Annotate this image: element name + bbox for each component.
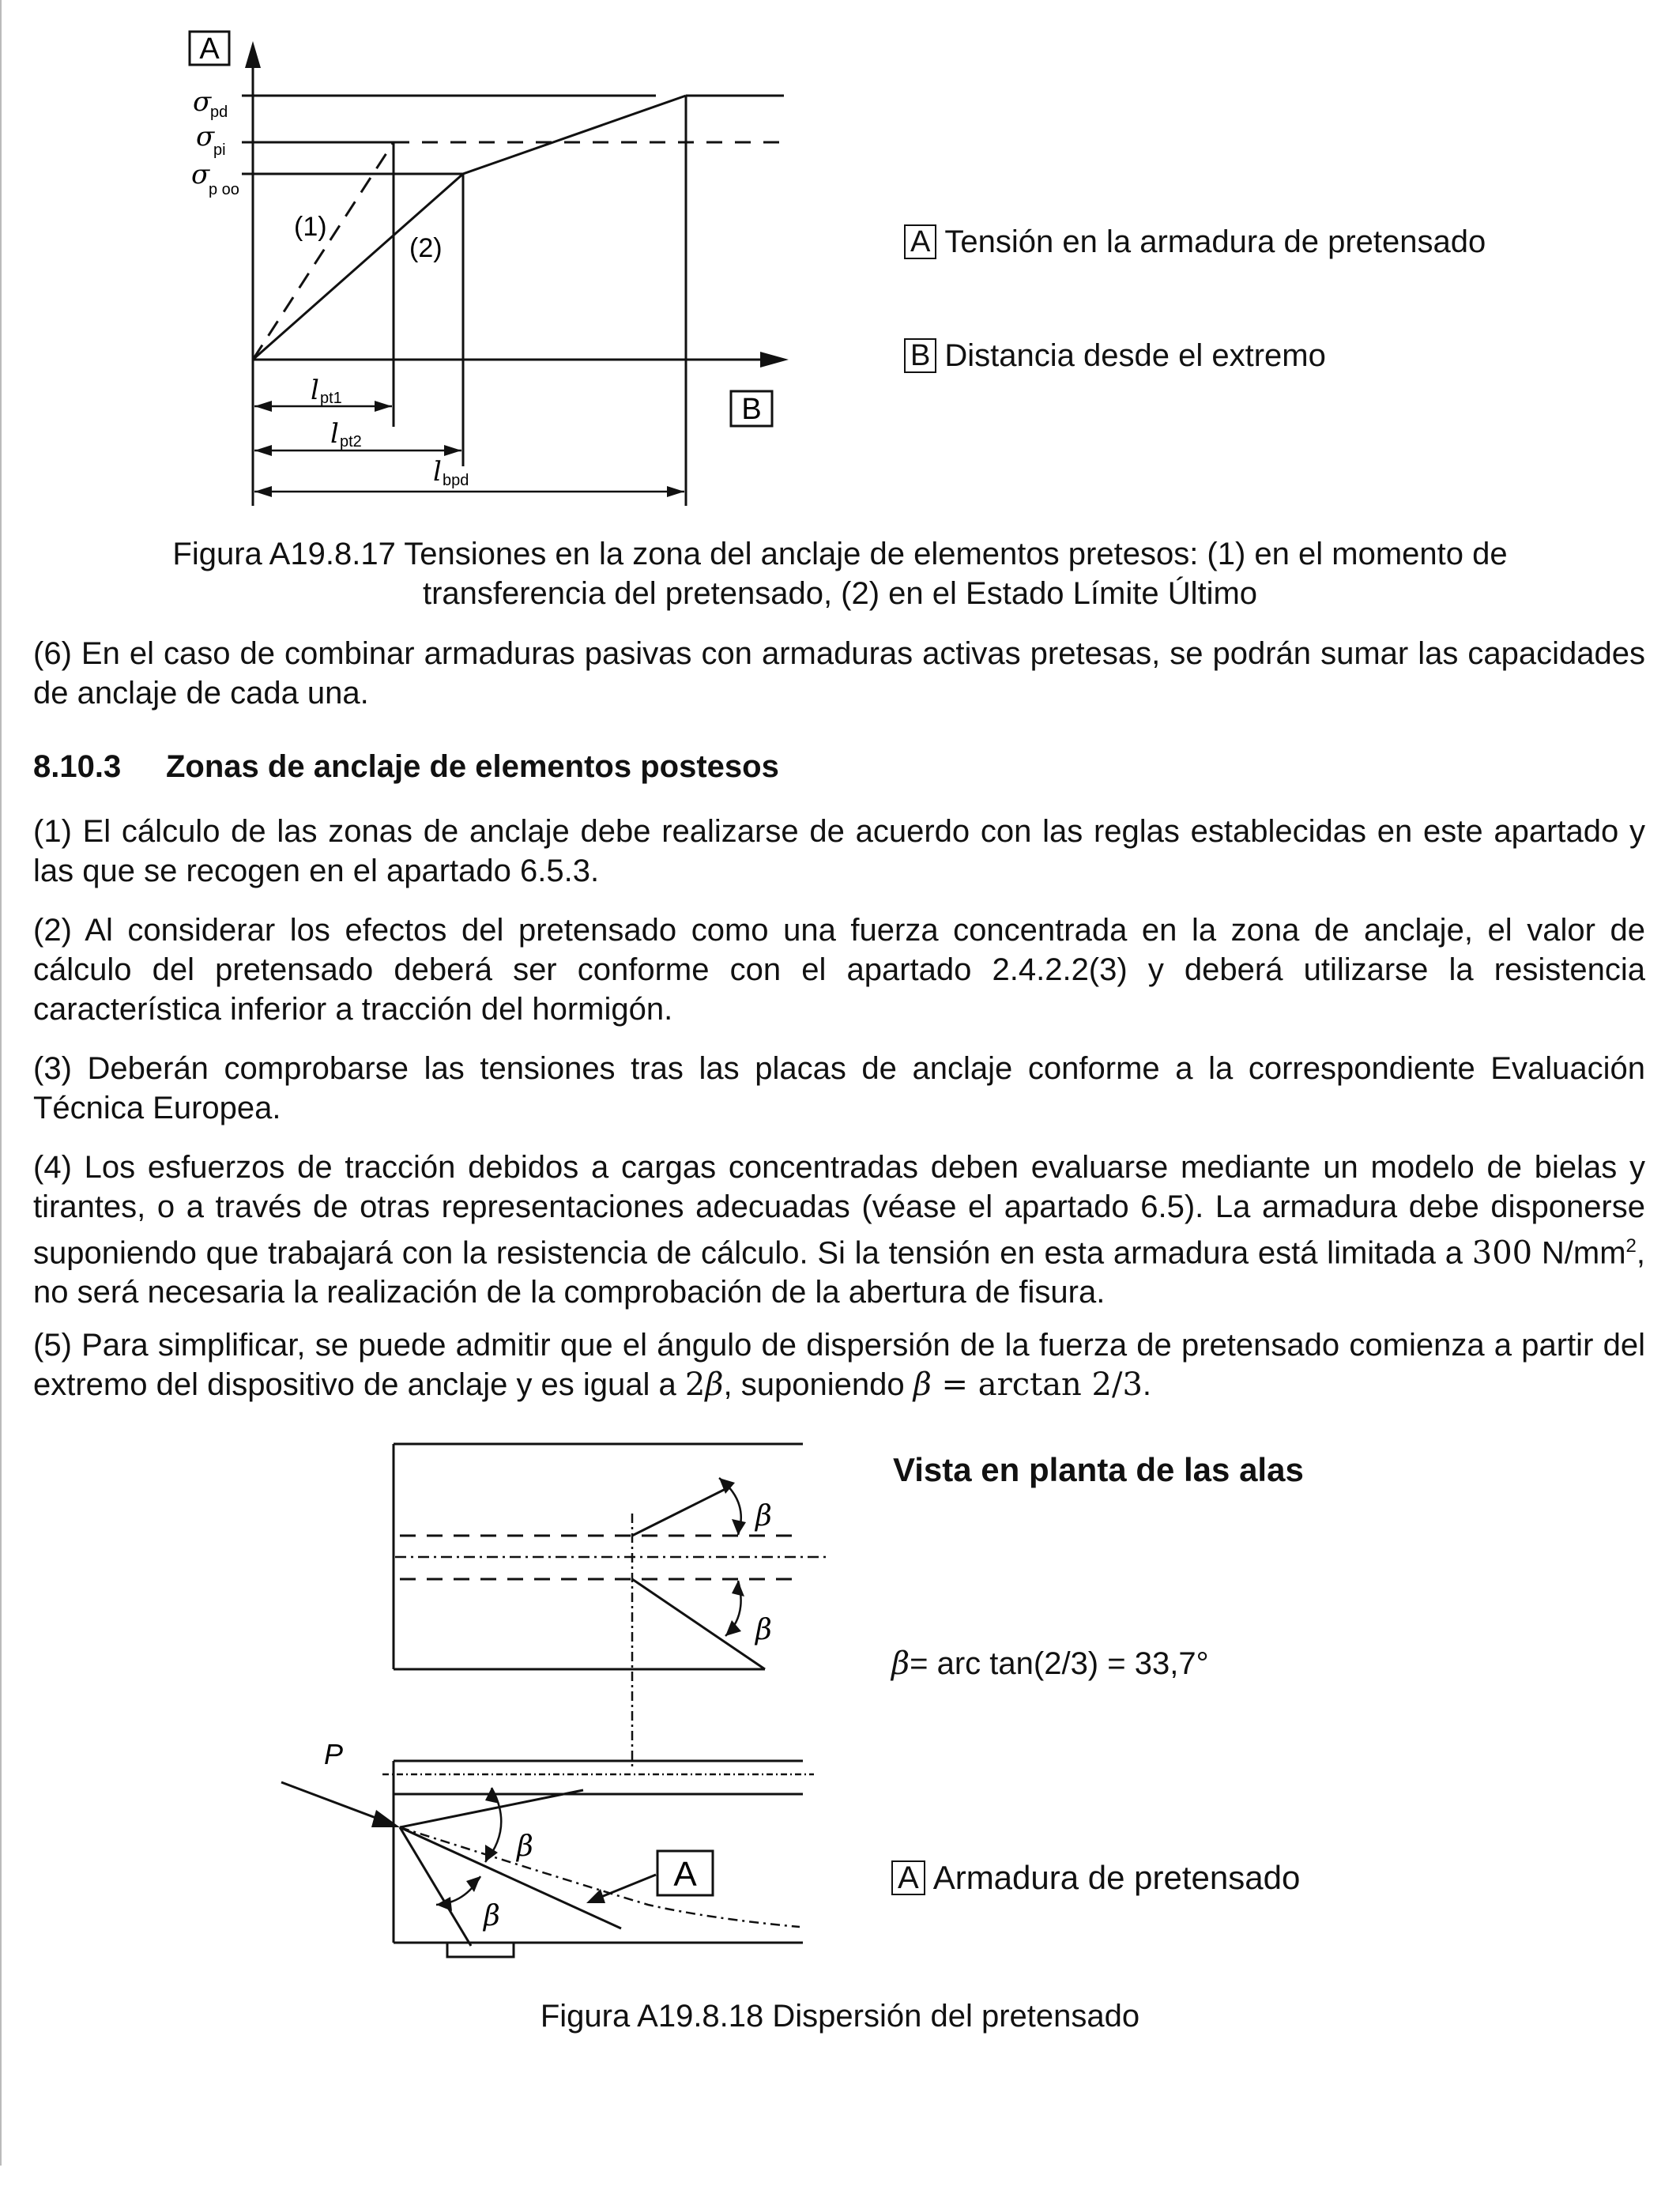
callout-a-leader [597, 1875, 656, 1898]
paragraph-4-text-a: (4) Los esfuerzos de tracción debidos a cargas concentradas deben evaluarse mediante un modelo de bielas y tirantes, o a través de otras representaciones adecuadas (véase el apartado 6.5). La armadura debe disponerse suponiendo que trabajará con la resistencia de cálculo. Si la tensión en esta armadura está limitada a [33, 1150, 1645, 1271]
lpt1-symbol: l [311, 375, 319, 406]
lbpd-sub: bpd [443, 472, 469, 489]
figure-1-caption: Figura A19.8.17 Tensiones en la zona del anclaje de elementos pretesos: (1) en el momento de transferencia del pretensado, (2) en el Estado Límite Último [172, 537, 1508, 611]
paragraph-5-text-a: (5) Para simplificar, se puede admitir que el ángulo de dispersión de la fuerza de pretensado comienza a partir del extremo del dispositivo de anclaje y es igual a [33, 1328, 1645, 1402]
lbpd-arrow-right [667, 486, 684, 497]
paragraph-5-beta-2: β [913, 1367, 932, 1403]
lpt1-arrow-right [375, 401, 392, 412]
paragraph-2: (2) Al considerar los efectos del pretensado como una fuerza concentrada en la zona de anclaje, el valor de cálculo del pretensado deberá ser conforme con el apartado 2.4.2.2(3) y deberá utilizarse la resistencia característica inferior a tracción del hormigón. [33, 913, 1645, 1027]
paragraph-5-frac: 2/3 [1081, 1367, 1143, 1403]
paragraph-4-unit: N/mm [1532, 1235, 1626, 1271]
lbpd-arrow-left [254, 486, 272, 497]
legend-text-tendon: Armadura de pretensado [932, 1859, 1301, 1896]
sigma-pi-symbol: σ [196, 121, 215, 153]
paragraph-6: (6) En el caso de combinar armaduras pasivas con armaduras activas pretesas, se podrán sumar las capacidades de anclaje de cada una. [33, 636, 1645, 711]
legend-text-a: Tensión en la armadura de pretensado [944, 224, 1486, 259]
lpt1-sub: pt1 [320, 390, 342, 407]
angle-arc-lower-arrow [732, 1581, 744, 1596]
paragraph-4-text-b: , no será necesaria la realización de la comprobación de la abertura de fisura. [33, 1235, 1645, 1310]
sigma-pd-symbol: σ [193, 86, 212, 118]
beta-formula [891, 1646, 1209, 1682]
tendon-profile [400, 1827, 800, 1927]
paragraph-5-end: . [1142, 1367, 1152, 1402]
anchorage-stress-diagram [0, 0, 869, 522]
lpt2-symbol: l [330, 418, 339, 450]
callout-a-arrow [586, 1889, 605, 1903]
beam-angle-arc-lower-arrow-2 [466, 1876, 480, 1892]
plan-view-title: Vista en planta de las alas [893, 1451, 1304, 1488]
curve-1-label: (1) [294, 212, 327, 242]
paragraph-5-arctan: arctan [977, 1367, 1082, 1403]
sigma-pi-sub: pi [213, 141, 226, 159]
beta-formula-text: = arc tan(2/3) = 33,7° [910, 1646, 1209, 1681]
callout-a-label: A [673, 1855, 697, 1894]
force-arrow-shaft [281, 1782, 384, 1821]
curve-2-label: (2) [409, 233, 443, 263]
sigma-poo-sub: p oo [209, 181, 239, 198]
lpt2-sub: pt2 [340, 433, 362, 450]
legend-key-b: B [904, 338, 936, 373]
figure-2-caption: Figura A19.8.18 Dispersión del pretensado [540, 1999, 1140, 2034]
lpt1-arrow-left [254, 401, 272, 412]
paragraph-4 [33, 1148, 1645, 1312]
section-number: 8.10.3 [33, 749, 122, 784]
legend-text-b: Distancia desde el extremo [944, 338, 1326, 373]
paragraph-4-value: 300 [1471, 1235, 1533, 1272]
paragraph-5-eq: = [931, 1367, 978, 1403]
dispersion-line-upper [632, 1488, 727, 1536]
section-title: Zonas de anclaje de elementos postesos [166, 749, 779, 784]
prestress-dispersion-diagram [0, 1423, 869, 1976]
legend-key-tendon: A [891, 1860, 925, 1895]
paragraph-4-sup: 2 [1625, 1235, 1637, 1257]
beam-beta-lower: β [484, 1900, 500, 1932]
paragraph-5-beta: β [705, 1367, 724, 1403]
y-axis-arrow [245, 41, 261, 68]
beam-dispersion-lower [400, 1827, 621, 1928]
paragraph-5 [33, 1325, 1645, 1404]
sigma-poo-symbol: σ [191, 159, 210, 190]
force-label: P [324, 1738, 344, 1770]
legend-item-b [904, 337, 1326, 375]
angle-arc-upper-arrow [732, 1519, 746, 1535]
legend-item-a [904, 223, 1486, 261]
legend-item-tendon [891, 1859, 1300, 1897]
beam-dispersion-steep [400, 1827, 471, 1946]
beam-beta-upper: β [517, 1830, 533, 1863]
force-arrow-head [371, 1810, 400, 1827]
sigma-pd-sub: pd [210, 104, 228, 121]
beta-label-lower: β [755, 1614, 772, 1646]
paragraph-5-text-b: , suponiendo [723, 1367, 913, 1402]
anchor-plate [447, 1943, 514, 1957]
legend-key-a: A [904, 224, 936, 259]
paragraph-5-two: 2 [684, 1367, 706, 1403]
paragraph-3: (3) Deberán comprobarse las tensiones tras las placas de anclaje conforme a la correspondiente Evaluación Técnica Europea. [33, 1051, 1645, 1125]
x-axis-arrow [760, 352, 789, 368]
paragraph-1: (1) El cálculo de las zonas de anclaje debe realizarse de acuerdo con las reglas establecidas en este apartado y las que se recogen en el apartado 6.5.3. [33, 814, 1645, 888]
y-axis-label: A [199, 32, 220, 66]
beta-label-upper: β [755, 1500, 772, 1532]
x-axis-label: B [741, 393, 762, 426]
angle-arc-lower-arrow-2 [725, 1620, 741, 1636]
section-heading [33, 749, 779, 785]
dispersion-line-lower [632, 1579, 765, 1669]
beam-angle-arc-upper-arrow [485, 1788, 499, 1804]
lbpd-symbol: l [433, 456, 442, 488]
beta-formula-symbol: β [891, 1646, 910, 1682]
lpt2-arrow-right [444, 445, 461, 456]
lpt2-arrow-left [254, 445, 272, 456]
